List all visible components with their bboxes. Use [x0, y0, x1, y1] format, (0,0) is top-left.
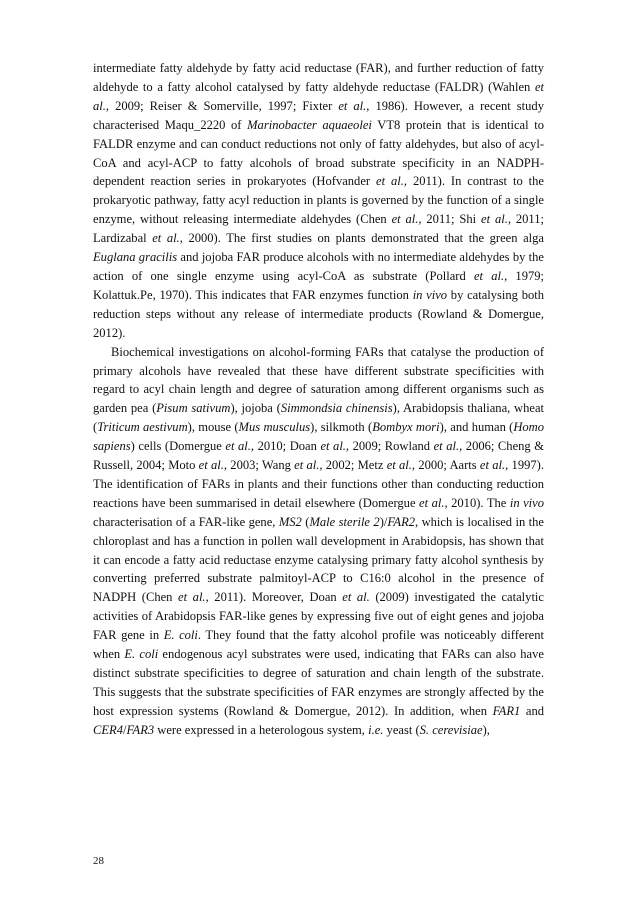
italic-text: et al.,	[320, 439, 350, 454]
text-run: were expressed in a heterologous system,	[154, 722, 369, 737]
italic-text: et al.,	[294, 458, 323, 473]
italic-text: E. coli	[163, 628, 198, 643]
paragraph	[93, 343, 544, 740]
italic-text: Simmondsia chinensis	[280, 401, 393, 416]
text-run: /	[122, 722, 127, 737]
italic-text: S. cerevisiae	[419, 722, 483, 737]
italic-text: et al.,	[433, 439, 463, 454]
italic-text: et al.,	[479, 458, 509, 473]
text-run: 2011; Lardizabal	[93, 212, 544, 246]
text-run: by catalysing both reduction steps without any release of intermediate products (Rowland & Domergue, 2012).	[93, 287, 544, 340]
italic-text: et al.	[342, 590, 370, 605]
italic-text: et al.,	[386, 458, 416, 473]
italic-text: et al.,	[391, 212, 422, 227]
italic-text: et al.,	[225, 439, 255, 454]
italic-text: FAR1	[492, 703, 521, 718]
text-run: and jojoba FAR produce alcohols with no intermediate aldehydes by the action of one single enzyme using acyl-CoA as substrate (Pollard	[93, 250, 544, 283]
italic-text: et al.,	[198, 458, 228, 473]
italic-text: et al.,	[338, 98, 370, 113]
text-run: endogenous acyl substrates were used, indicating that FARs can also have distinct substrate specificities to degree of saturation and chain length of the substrate. This suggests that the substrate specificities of FAR enzymes are strongly affected by the host expression systems (Rowland & Domergue, 2012). In addition, when	[93, 647, 544, 718]
text-run: ), silkmoth (	[310, 420, 373, 435]
text-run: Biochemical investigations on alcohol-forming FARs that catalyse the production of primary alcohols have revealed that these have different substrate specificities with regard to acyl chain length and degree of saturation among different organisms such as garden pea (	[93, 344, 544, 416]
text-run: VT8 protein that is identical to FALDR enzyme and can conduct reductions not only of fatty aldehydes, but also of acyl-CoA and acyl-ACP to fatty alcohols of broad substrate specificity in an NADPH-dependent reaction series in prokaryotes (Hofvander	[93, 117, 544, 189]
text-run: characterisation of a FAR-like gene,	[93, 514, 279, 529]
text-run: 2009; Rowland	[349, 439, 434, 454]
italic-text: Pisum sativum	[156, 401, 231, 416]
italic-text: E. coli	[124, 647, 159, 662]
text-run: 2011). In contrast to the prokaryotic pathway, fatty acyl reduction in plants is governed by the function of a single enzyme, without releasing intermediate aldehydes (Chen	[93, 174, 545, 227]
text-run: 2010; Doan	[254, 439, 321, 454]
text-run: and	[520, 703, 544, 718]
text-run: ),	[482, 722, 490, 737]
page-number: 28	[93, 855, 104, 867]
italic-text: Euglana gracilis	[93, 250, 178, 265]
italic-text: in vivo	[412, 287, 448, 302]
text-run: yeast (	[383, 722, 420, 737]
italic-text: in vivo	[509, 495, 544, 510]
text-run: 1997). The identification of FARs in plants and their functions other than conducting reduction reactions have been summarised in detail elsewhere (Domergue	[93, 458, 544, 510]
text-run: )/	[379, 514, 388, 529]
text-run: 1979; Kolattuk.Pe, 1970). This indicates that FAR enzymes function	[93, 268, 545, 302]
text-run: 2000; Aarts	[415, 458, 480, 473]
italic-text: Homo sapiens	[93, 420, 545, 454]
italic-text: Mus musculus	[238, 420, 311, 435]
italic-text: et al.,	[152, 231, 183, 246]
text-run: 2009; Reiser & Somerville, 1997; Fixter	[109, 98, 339, 113]
text-run: ) cells (Domergue	[130, 439, 226, 454]
text-run: 1986). However, a recent study characterised Maqu_2220 of	[93, 98, 544, 132]
text-run: ), and human (	[439, 420, 514, 435]
text-run: ), Arabidopsis thaliana, wheat (	[93, 401, 544, 435]
text-run: ), mouse (	[187, 420, 239, 435]
text-run: intermediate fatty aldehyde by fatty acid reductase (FAR), and further reduction of fatty aldehyde to a fatty alcohol catalysed by fatty aldehyde reductase (FALDR) (Wahlen	[93, 61, 544, 94]
italic-text: et al.,	[481, 212, 511, 227]
text-run: . They found that the fatty alcohol profile was noticeably different when	[93, 628, 544, 662]
italic-text: MS2	[278, 514, 302, 529]
text-run: 2011). Moreover, Doan	[208, 590, 343, 605]
text-run: 2010). The	[447, 495, 510, 510]
italic-text: FAR2	[387, 514, 416, 529]
italic-text: Triticum aestivum	[97, 420, 188, 435]
paragraph	[93, 59, 544, 343]
italic-text: et al.,	[419, 495, 448, 510]
italic-text: Marinobacter aquaeolei	[247, 117, 372, 132]
text-run: 2003; Wang	[227, 458, 295, 473]
text-run: (2009) investigated the catalytic activities of Arabidopsis FAR-like genes by expressing five out of eight genes and jojoba FAR gene in	[93, 590, 544, 643]
text-run: , which is localised in the chloroplast and has a function in pollen wall development in Arabidopsis, has shown that it can encode a fatty acid reductase enzyme catalysing primary fatty alcohol synthesis by converting preferred substrate palmitoyl-ACP to C16:0 alcohol in the presence of NADPH (Chen	[93, 514, 544, 605]
text-run: 2000). The first studies on plants demonstrated that the green alga	[182, 231, 544, 246]
text-run: 2006; Cheng & Russell, 2004; Moto	[93, 439, 544, 473]
text-run: (	[301, 514, 310, 529]
italic-text: et al.,	[178, 590, 209, 605]
italic-text: FAR3	[126, 722, 155, 737]
text-run: ), jojoba (	[230, 401, 281, 416]
italic-text: et al.,	[93, 79, 544, 113]
italic-text: CER4	[93, 722, 123, 737]
italic-text: Male sterile 2	[309, 514, 380, 529]
italic-text: i.e.	[368, 722, 384, 737]
italic-text: et al.,	[473, 268, 508, 283]
text-run: 2002; Metz	[322, 458, 387, 473]
text-run: 2011; Shi	[421, 212, 482, 227]
italic-text: Bombyx mori	[372, 420, 440, 435]
italic-text: et al.,	[376, 174, 408, 189]
body-text	[93, 59, 544, 740]
